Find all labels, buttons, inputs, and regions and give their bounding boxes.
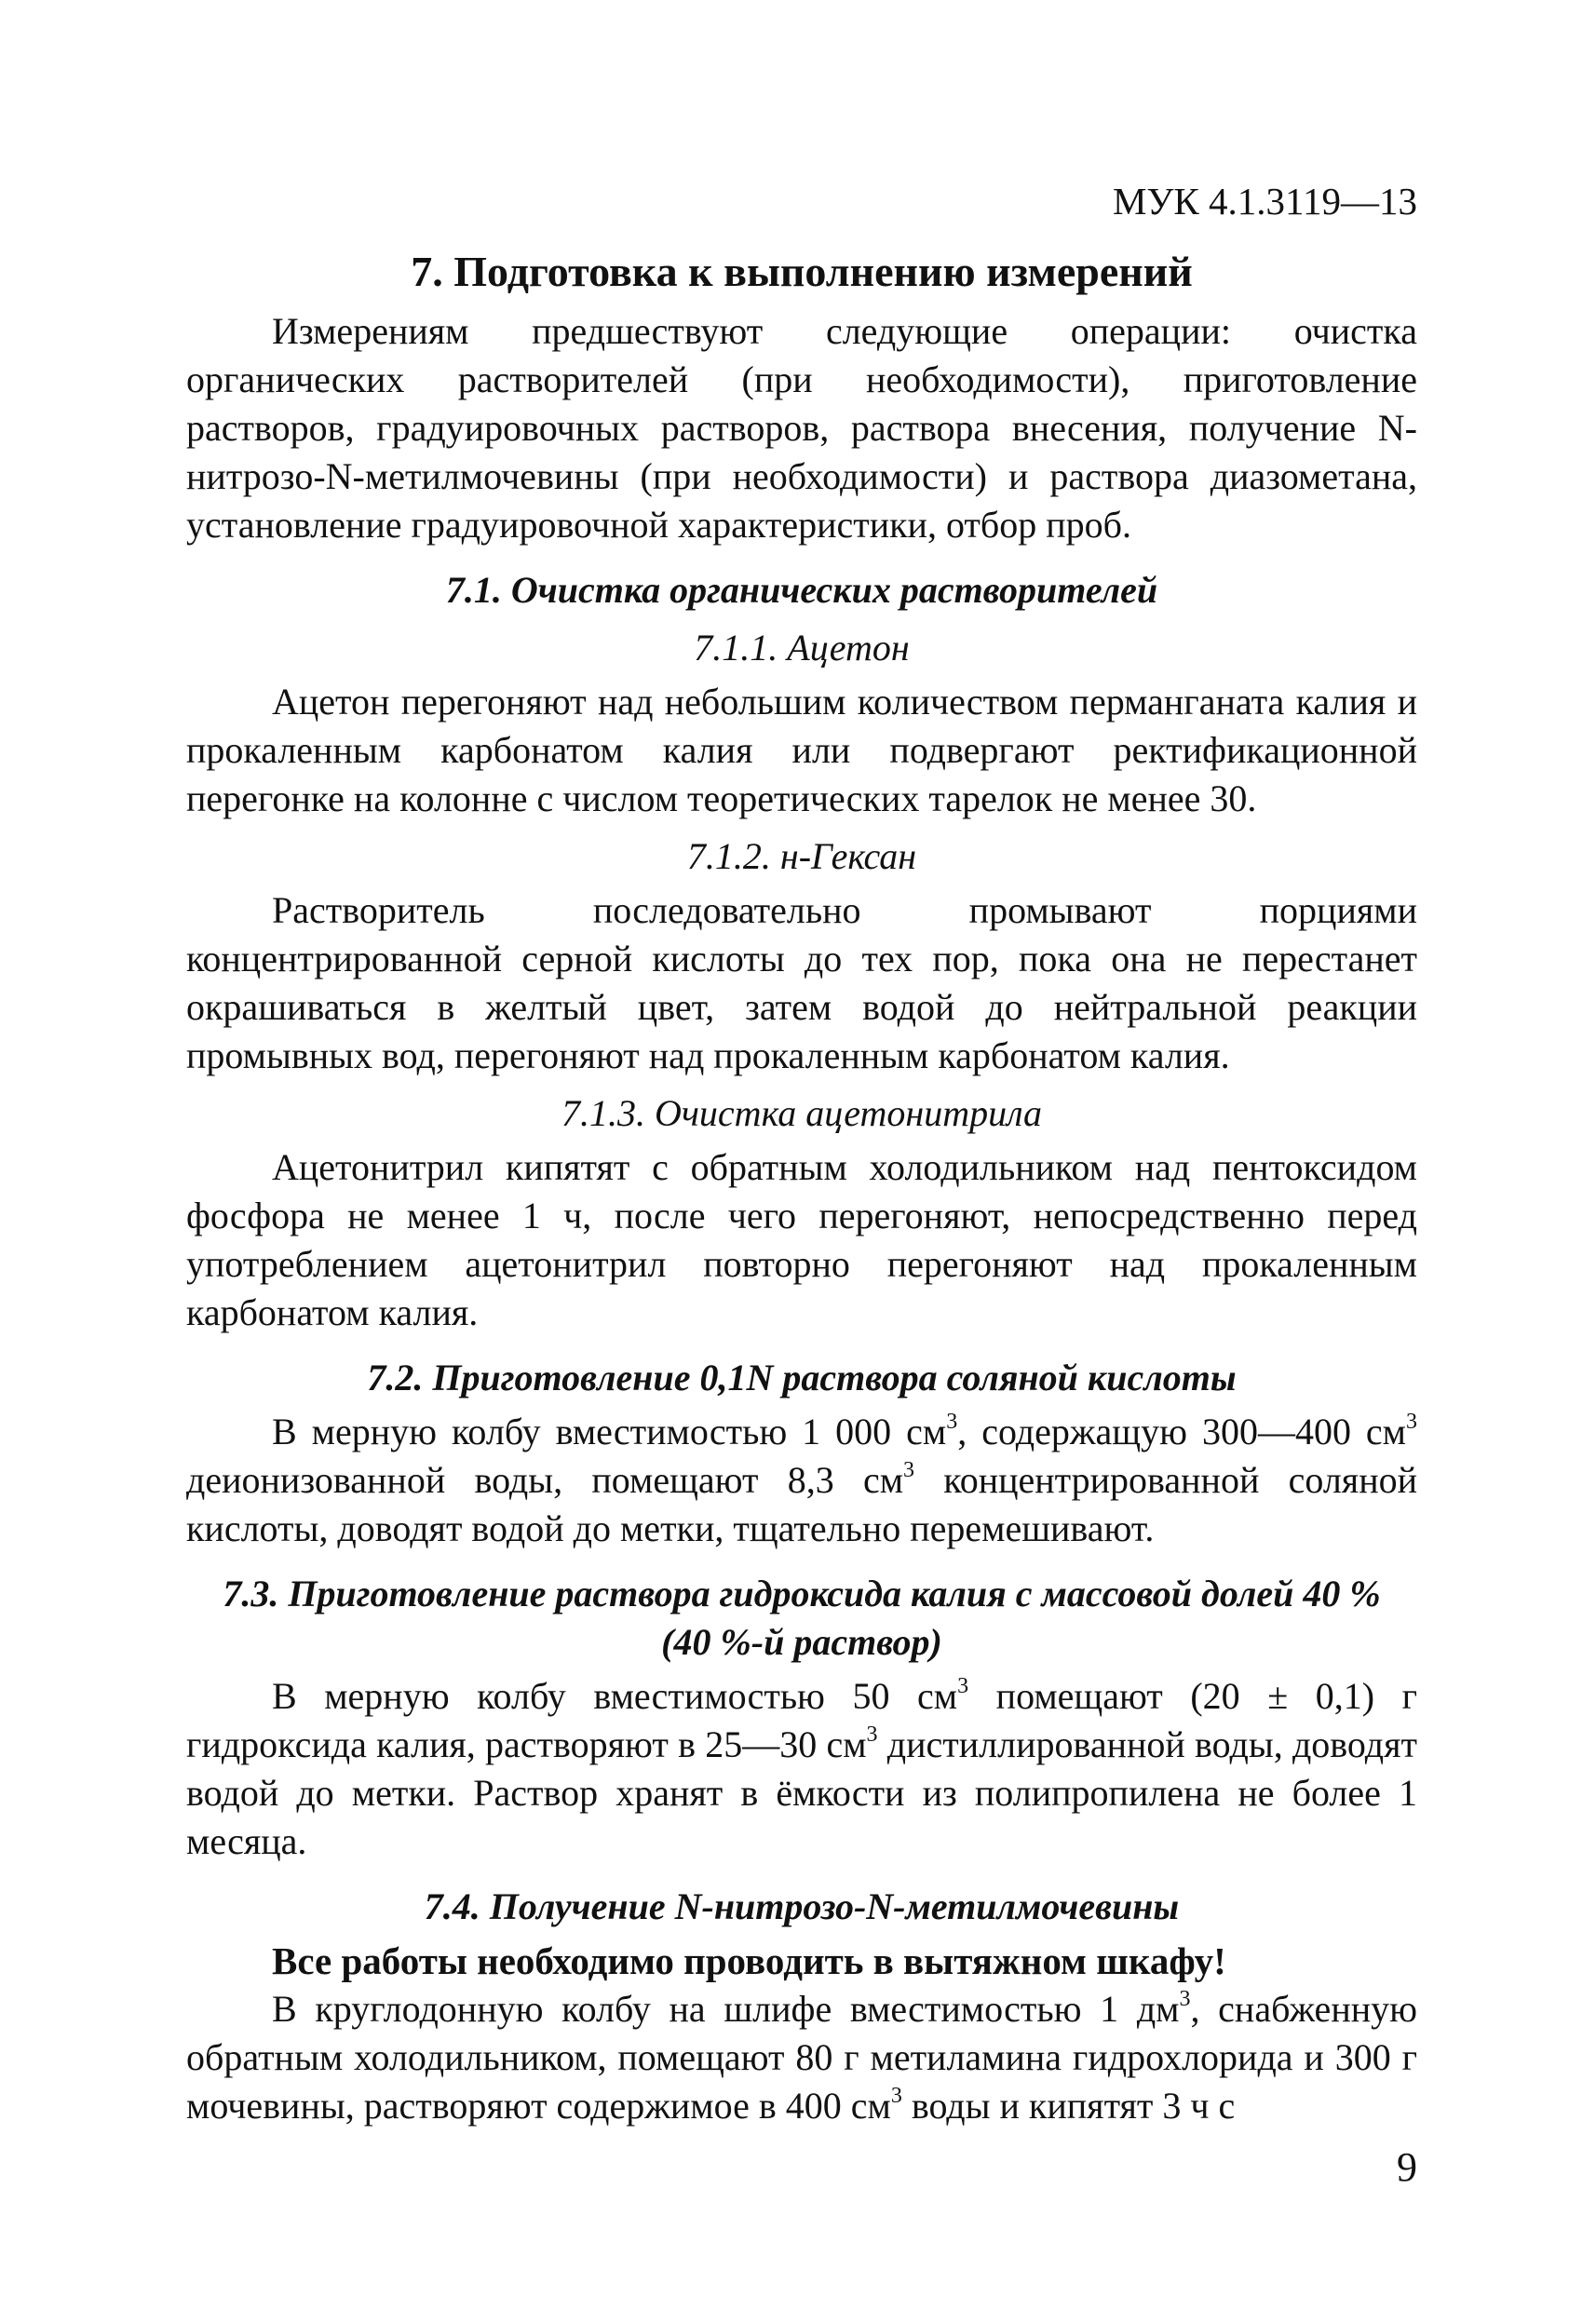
section-7-paragraph: Измерениям предшествуют следующие операции: очистка органических растворителей (при необходимости), приготовление растворов, градуировочных растворов, раствора внесения, получение N-нитрозо-N-метилмочевины (при необходимости) и раствора диазометана, установление градуировочной характеристики, отбор проб. — [186, 310, 1417, 546]
section-7-4-text-1: В круглодонную колбу на шлифе вместимостью 1 дм — [272, 1988, 1180, 2030]
section-7-2-text-4: концентрированной соляной кислоты, доводят водой до метки, тщательно перемешивают. — [186, 1459, 1418, 1549]
section-7-2-text-1: В мерную колбу вместимостью 1 000 см — [272, 1411, 947, 1452]
section-7-3-text-1: В мерную колбу вместимостью 50 см — [272, 1675, 958, 1717]
section-7-1-title: 7.1. Очистка органических растворителей — [445, 569, 1158, 611]
section-7-3-text-2: помещают (20 ± 0,1) г гидроксида калия, растворяют в 25—30 см — [186, 1675, 1417, 1765]
section-7-4-text-2: , снабженную обратным холодильником, помещают 80 г метиламина гидрохлорида и 300 г мочевины, растворяют содержимое в 400 см — [186, 1988, 1418, 2127]
section-7-4-title: 7.4. Получение N-нитрозо-N-метилмочевины — [424, 1885, 1180, 1927]
section-7-1-1-title: 7.1.1. Ацетон — [694, 627, 910, 669]
superscript-3: 3 — [946, 1410, 958, 1434]
document-id: МУК 4.1.3119—13 — [1112, 180, 1417, 223]
section-7-4-paragraph — [186, 1985, 1417, 2130]
section-7-3-paragraph — [186, 1672, 1417, 1866]
section-7-4-text-3: воды и кипятят 3 ч с — [901, 2085, 1236, 2127]
superscript-3: 3 — [957, 1674, 969, 1698]
section-7-2-text-2: , содержащую 300—400 см — [957, 1411, 1406, 1452]
superscript-3: 3 — [1179, 1987, 1191, 2011]
section-7-2-title: 7.2. Приготовление 0,1N раствора соляной кислоты — [367, 1357, 1237, 1398]
section-7-3-title — [186, 1570, 1417, 1667]
superscript-3: 3 — [903, 1458, 915, 1482]
page-number: 9 — [1397, 2144, 1417, 2190]
section-7-3-title-line-1: 7.3. Приготовление раствора гидроксида калия с массовой долей 40 % — [223, 1573, 1381, 1614]
superscript-3: 3 — [866, 1722, 878, 1747]
section-7-3-text-3: дистиллированной воды, доводят водой до метки. Раствор хранят в ёмкости из полипропилена не более 1 месяца. — [186, 1723, 1417, 1862]
section-7-2-text-3: деионизованной воды, помещают 8,3 см — [186, 1459, 904, 1501]
section-7-1-2-paragraph: Растворитель последовательно промывают порциями концентрированной серной кислоты до тех пор, пока она не перестанет окрашиваться в желтый цвет, затем водой до нейтральной реакции промывных вод, перегоняют над прокаленным карбонатом калия. — [186, 889, 1417, 1076]
section-7-1-3-paragraph: Ацетонитрил кипятят с обратным холодильником над пентоксидом фосфора не менее 1 ч, после чего перегоняют, непосредственно перед употреблением ацетонитрил повторно перегоняют над прокаленным карбонатом калия. — [186, 1146, 1417, 1333]
section-7-1-2-title: 7.1.2. н-Гексан — [686, 835, 917, 877]
section-7-title: 7. Подготовка к выполнению измерений — [411, 248, 1193, 295]
section-7-1-3-title: 7.1.3. Очистка ацетонитрила — [561, 1092, 1043, 1134]
superscript-3: 3 — [890, 2084, 902, 2108]
safety-warning: Все работы необходимо проводить в вытяжном шкафу! — [272, 1939, 1226, 1982]
section-7-2-paragraph — [186, 1408, 1417, 1553]
section-7-3-title-line-2: (40 %-й раствор) — [661, 1621, 942, 1663]
superscript-3: 3 — [1406, 1410, 1417, 1434]
document-page — [186, 177, 1417, 2130]
section-7-1-1-paragraph: Ацетон перегоняют над небольшим количеством перманганата калия и прокаленным карбонатом калия или подвергают ректификационной перегонке на колонне с числом теоретических тарелок не менее 30. — [186, 681, 1417, 819]
